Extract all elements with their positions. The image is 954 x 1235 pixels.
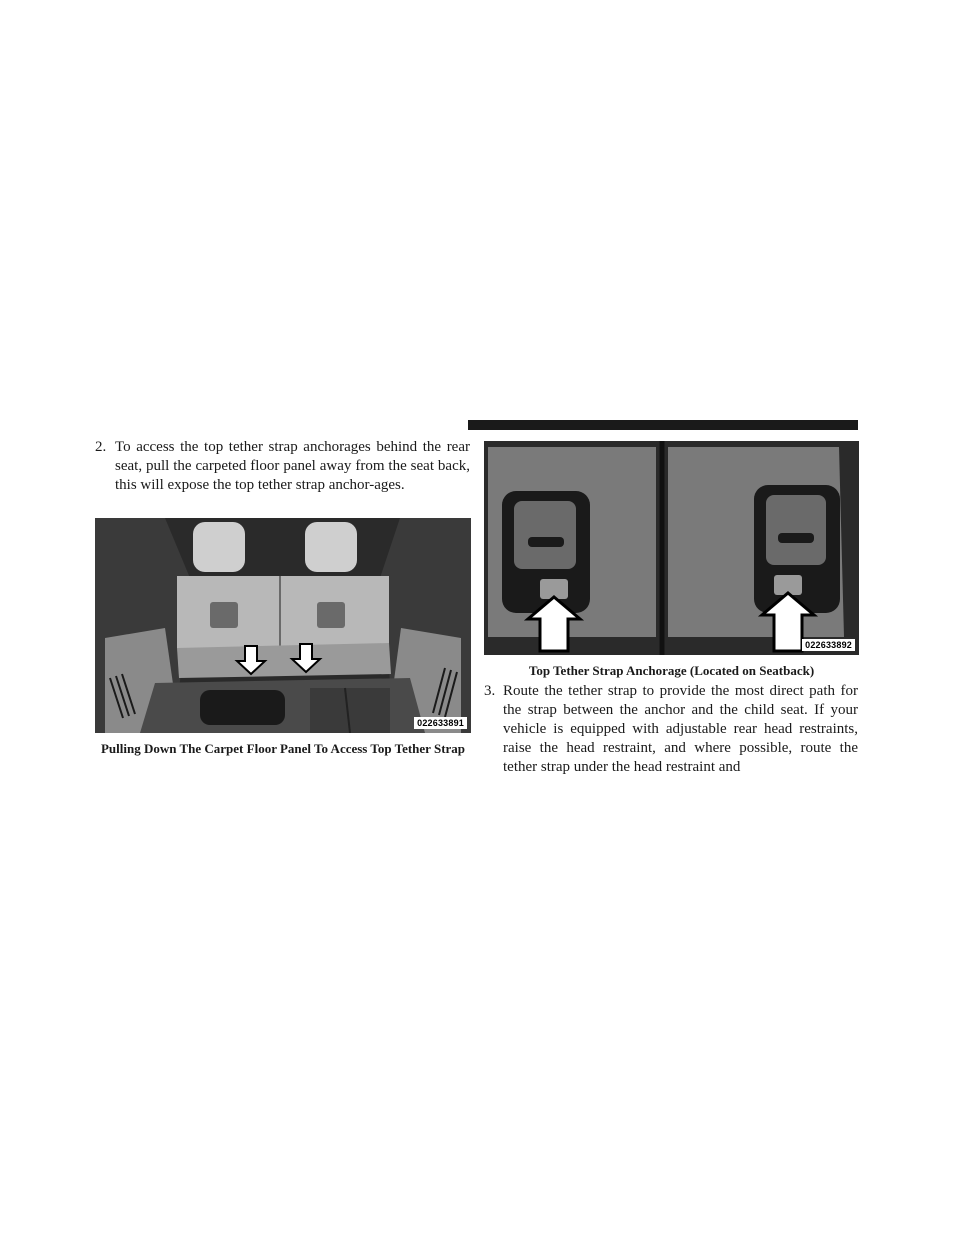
- step-2: [95, 438, 470, 495]
- section-header-bar: [468, 420, 858, 430]
- figure-caption: Pulling Down The Carpet Floor Panel To Access Top Tether Strap: [100, 741, 466, 756]
- cargo-area-illustration: [95, 518, 471, 733]
- tether-anchorage-drawing: [484, 441, 859, 655]
- step-text: To access the top tether strap anchorages behind the rear seat, pull the carpeted floor panel away from the seat back, this will expose the top tether strap anchor-ages.: [115, 439, 470, 493]
- figure-caption: Top Tether Strap Anchorage (Located on Seatback): [528, 663, 815, 678]
- tether-anchorage-illustration: [484, 441, 859, 655]
- step-number: 3.: [484, 683, 496, 699]
- figure-id: 022633892: [802, 639, 855, 651]
- step-text: Route the tether strap to provide the most direct path for the strap between the anchor and the child seat. If your vehicle is equipped with adjustable rear head restraints, raise the head restraint, and where possible, route the tether strap under the head restraint and: [503, 683, 858, 775]
- cargo-area-drawing: [95, 518, 471, 733]
- step-number: 2.: [95, 439, 107, 455]
- figure-id: 022633891: [414, 717, 467, 729]
- step-3: [484, 682, 858, 777]
